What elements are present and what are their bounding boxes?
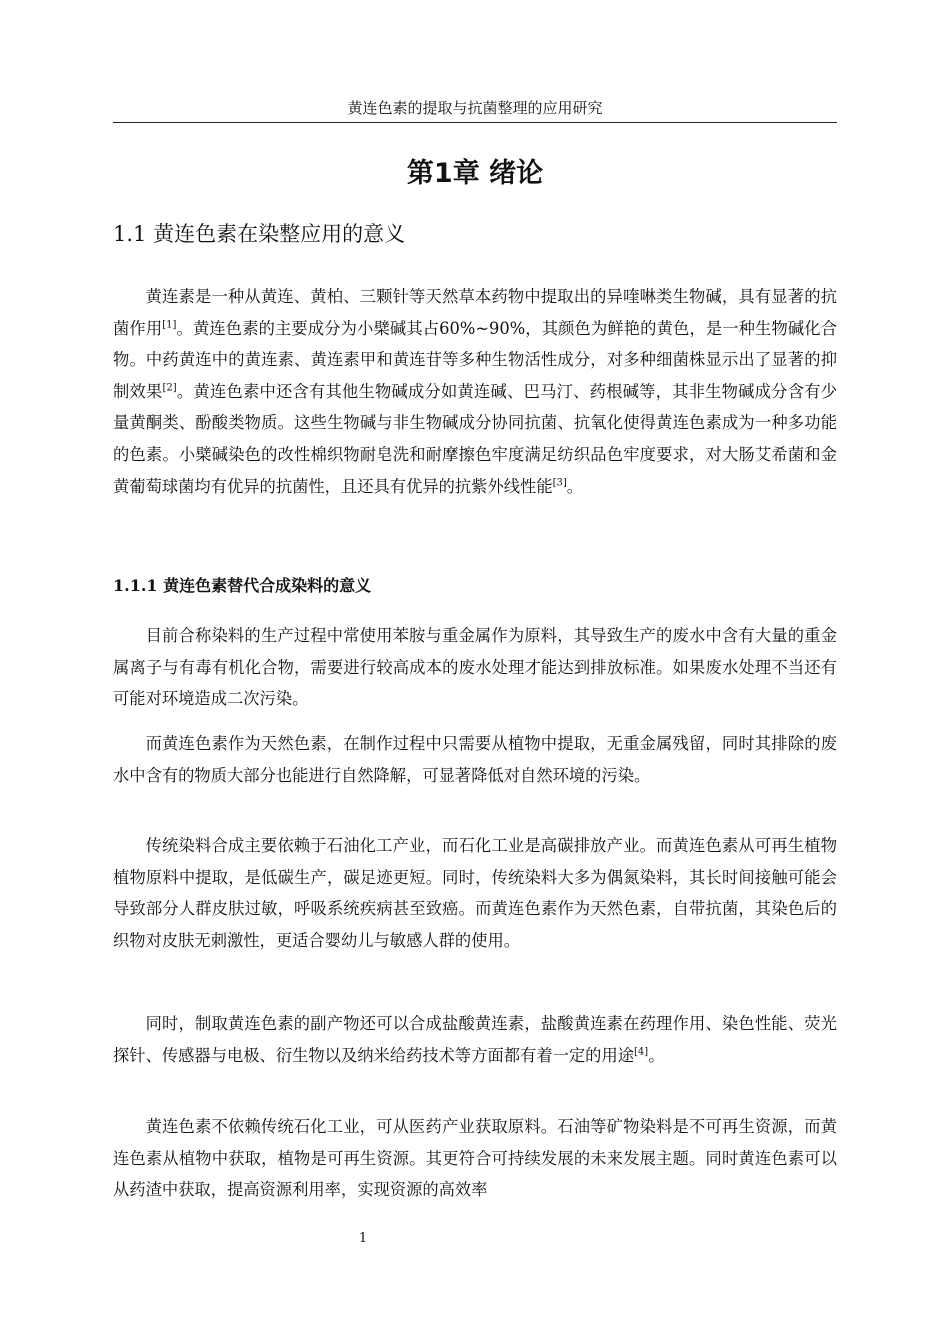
- chapter-title: 第1章 绪论: [406, 158, 544, 189]
- body-paragraph-4: 传统染料合成主要依赖于石油化工产业，而石化工业是高碳排放产业。而黄连色素从可再生植物植物原料中提取，是低碳生产，碳足迹更短。同时，传统染料大多为偶氮染料，其长时间接触可能会导致部分人群皮肤过敏，呼吸系统疾病甚至致癌。而黄连色素作为天然色素，自带抗菌，其染色后的织物对皮肤无刺激性，更适合婴幼儿与敏感人群的使用。: [113, 836, 837, 950]
- citation: [3]: [552, 477, 567, 489]
- citation: [2]: [162, 382, 177, 394]
- body-paragraph-1: [113, 281, 837, 502]
- running-header: 黄连色素的提取与抗菌整理的应用研究: [113, 98, 837, 123]
- section-title: 1.1 黄连色素在染整应用的意义: [113, 222, 406, 246]
- paragraph-text: 同时，制取黄连色素的副产物还可以合成盐酸黄连素，盐酸黄连素在药理作用、染色性能、荧光探针、传感器与电极、衍生物以及纳米给药技术等方面都有着一定的用途: [113, 1014, 837, 1065]
- page-number: 1: [358, 1231, 368, 1246]
- paragraph-text: 。黄连色素中还含有其他生物碱成分如黄连碱、巴马汀、药根碱等，其非生物碱成分含有少量黄酮类、酚酸类物质。这些生物碱与非生物碱成分协同抗菌、抗氧化使得黄连色素成为一种多功能的色素。小檗碱染色的改性棉织物耐皂洗和耐摩擦色牢度满足纺织品色牢度要求，对大肠艾希菌和金黄葡萄球菌均有优异的抗菌性，且还具有优异的抗紫外线性能: [113, 381, 837, 496]
- citation: [1]: [162, 319, 177, 331]
- body-paragraph-5: [113, 1008, 837, 1071]
- subsection-title: 1.1.1 黄连色素替代合成染料的意义: [113, 576, 372, 595]
- paragraph-text: 。黄连色素的主要成分为小檗碱其占60%~90%，其颜色为鲜艳的黄色，是一种生物碱化合物。中药黄连中的黄连素、黄连素甲和黄连苷等多种生物活性成分，对多种细菌株显示出了显著的抑制效果: [113, 318, 837, 401]
- body-paragraph-6: 黄连色素不依赖传统石化工业，可从医药产业获取原料。石油等矿物染料是不可再生资源，而黄连色素从植物中获取，植物是可再生资源。其更符合可持续发展的未来发展主题。同时黄连色素可以从药渣中获取，提高资源利用率，实现资源的高效率: [113, 1117, 837, 1200]
- paragraph-text: 黄连素是一种从黄连、黄柏、三颗针等天然草本药物中提取出的异喹啉类生物碱，具有显著的抗菌作用: [113, 287, 837, 338]
- paragraph-text: 。: [648, 1045, 665, 1065]
- paragraph-text: 。: [566, 476, 584, 496]
- body-paragraph-3: 而黄连色素作为天然色素，在制作过程中只需要从植物中提取，无重金属残留，同时其排除的废水中含有的物质大部分也能进行自然降解，可显著降低对自然环境的污染。: [113, 734, 837, 785]
- body-paragraph-2: 目前合称染料的生产过程中常使用苯胺与重金属作为原料，其导致生产的废水中含有大量的重金属离子与有毒有机化合物，需要进行较高成本的废水处理才能达到排放标准。如果废水处理不当还有可能对环境造成二次污染。: [113, 626, 837, 709]
- citation: [4]: [634, 1046, 649, 1058]
